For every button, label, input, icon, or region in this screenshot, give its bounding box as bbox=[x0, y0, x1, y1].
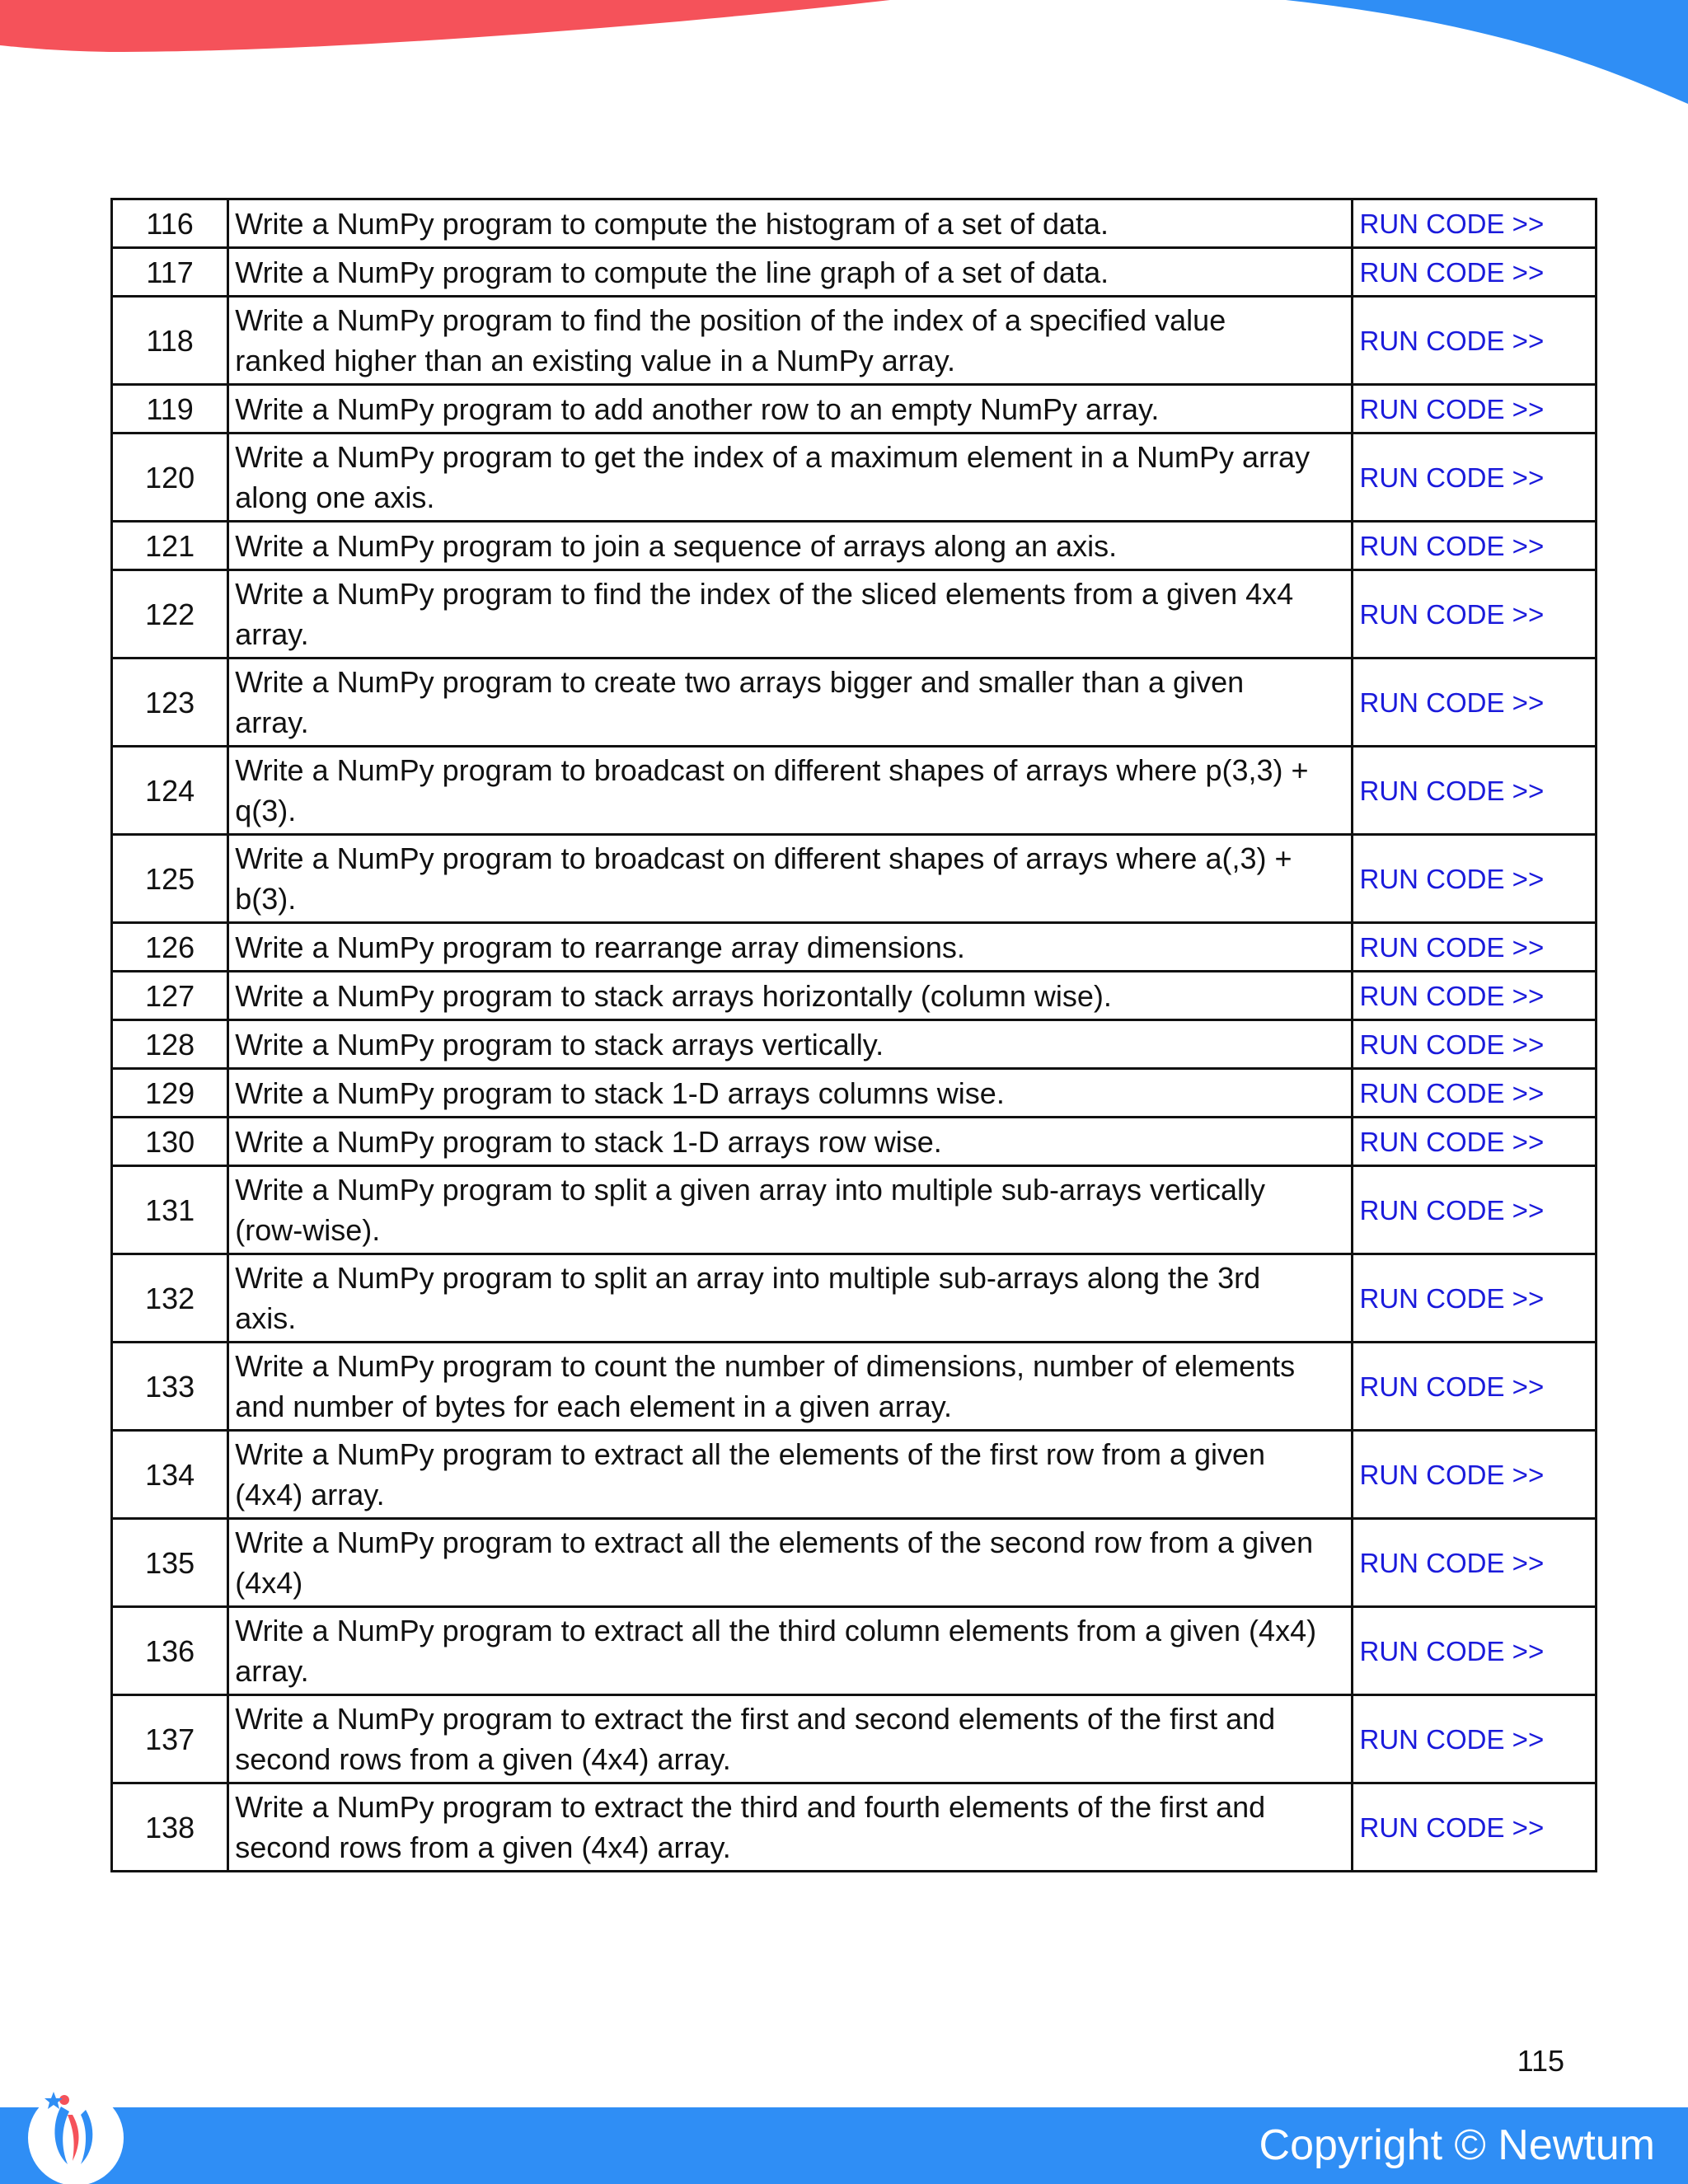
run-code-link[interactable]: RUN CODE >> bbox=[1359, 1195, 1545, 1226]
description-line: Write a NumPy program to stack 1-D arrays row wise. bbox=[235, 1124, 942, 1159]
run-code-cell bbox=[1352, 835, 1597, 923]
run-code-link[interactable]: RUN CODE >> bbox=[1359, 1636, 1545, 1666]
exercise-number: 118 bbox=[112, 297, 228, 385]
exercise-description bbox=[228, 434, 1352, 522]
exercise-description bbox=[228, 1431, 1352, 1519]
table-row bbox=[112, 1166, 1597, 1254]
description-line: b(3). bbox=[235, 882, 297, 916]
run-code-cell bbox=[1352, 1783, 1597, 1872]
table-row bbox=[112, 835, 1597, 923]
run-code-cell bbox=[1352, 1607, 1597, 1695]
description-line: Write a NumPy program to add another row to an empty NumPy array. bbox=[235, 391, 1160, 426]
exercise-number: 128 bbox=[112, 1020, 228, 1069]
description-line: Write a NumPy program to extract all the elements of the second row from a given bbox=[235, 1526, 1314, 1559]
exercise-description bbox=[228, 1020, 1352, 1069]
exercise-number: 116 bbox=[112, 199, 228, 248]
table-row bbox=[112, 199, 1597, 248]
run-code-cell bbox=[1352, 522, 1597, 570]
run-code-link[interactable]: RUN CODE >> bbox=[1359, 1548, 1545, 1578]
description-line: along one axis. bbox=[235, 480, 435, 514]
run-code-cell bbox=[1352, 1431, 1597, 1519]
exercise-description bbox=[228, 297, 1352, 385]
run-code-cell bbox=[1352, 1166, 1597, 1254]
exercise-number: 121 bbox=[112, 522, 228, 570]
description-line: Write a NumPy program to rearrange array dimensions. bbox=[235, 930, 965, 964]
exercise-description bbox=[228, 1607, 1352, 1695]
description-line: Write a NumPy program to split an array into multiple sub-arrays along the 3rd bbox=[235, 1261, 1261, 1295]
run-code-cell bbox=[1352, 1519, 1597, 1607]
exercise-number: 124 bbox=[112, 747, 228, 835]
exercise-description bbox=[228, 1343, 1352, 1431]
description-line: Write a NumPy program to extract all the elements of the first row from a given bbox=[235, 1437, 1266, 1471]
run-code-cell bbox=[1352, 199, 1597, 248]
table-row bbox=[112, 570, 1597, 658]
run-code-link[interactable]: RUN CODE >> bbox=[1359, 1127, 1545, 1157]
header-wave-decoration bbox=[0, 0, 1688, 115]
table-row bbox=[112, 248, 1597, 297]
table-row bbox=[112, 923, 1597, 972]
exercise-number: 131 bbox=[112, 1166, 228, 1254]
run-code-link[interactable]: RUN CODE >> bbox=[1359, 687, 1545, 718]
exercise-description bbox=[228, 1783, 1352, 1872]
run-code-link[interactable]: RUN CODE >> bbox=[1359, 209, 1545, 239]
exercise-number: 129 bbox=[112, 1069, 228, 1118]
description-line: (4x4) bbox=[235, 1566, 303, 1600]
description-line: Write a NumPy program to stack arrays vertically. bbox=[235, 1027, 884, 1062]
run-code-link[interactable]: RUN CODE >> bbox=[1359, 864, 1545, 894]
exercise-number: 137 bbox=[112, 1695, 228, 1783]
run-code-cell bbox=[1352, 1343, 1597, 1431]
exercise-description bbox=[228, 570, 1352, 658]
run-code-cell bbox=[1352, 1020, 1597, 1069]
run-code-link[interactable]: RUN CODE >> bbox=[1359, 1371, 1545, 1402]
table-row bbox=[112, 297, 1597, 385]
footer-copyright: Copyright © Newtum bbox=[1259, 2121, 1655, 2169]
exercise-description bbox=[228, 658, 1352, 747]
exercise-description bbox=[228, 1118, 1352, 1166]
run-code-cell bbox=[1352, 923, 1597, 972]
exercise-number: 122 bbox=[112, 570, 228, 658]
run-code-link[interactable]: RUN CODE >> bbox=[1359, 394, 1545, 424]
run-code-link[interactable]: RUN CODE >> bbox=[1359, 1283, 1545, 1314]
exercise-description bbox=[228, 972, 1352, 1020]
description-line: Write a NumPy program to compute the line graph of a set of data. bbox=[235, 255, 1109, 289]
newtum-logo-icon bbox=[18, 2082, 124, 2184]
table-row bbox=[112, 972, 1597, 1020]
table-row bbox=[112, 747, 1597, 835]
description-line: Write a NumPy program to find the index of the sliced elements from a given 4x4 bbox=[235, 577, 1294, 611]
exercise-number: 134 bbox=[112, 1431, 228, 1519]
description-line: (row-wise). bbox=[235, 1213, 381, 1247]
description-line: Write a NumPy program to stack 1-D arrays columns wise. bbox=[235, 1076, 1005, 1110]
description-line: Write a NumPy program to extract the third and fourth elements of the first and bbox=[235, 1790, 1266, 1824]
table-row bbox=[112, 434, 1597, 522]
table-row bbox=[112, 1069, 1597, 1118]
exercise-table bbox=[110, 198, 1597, 1872]
description-line: axis. bbox=[235, 1301, 297, 1335]
description-line: Write a NumPy program to find the position of the index of a specified value bbox=[235, 303, 1226, 337]
description-line: Write a NumPy program to compute the histogram of a set of data. bbox=[235, 206, 1109, 241]
table-row bbox=[112, 522, 1597, 570]
run-code-link[interactable]: RUN CODE >> bbox=[1359, 1078, 1545, 1108]
exercise-description bbox=[228, 1069, 1352, 1118]
run-code-link[interactable]: RUN CODE >> bbox=[1359, 326, 1545, 356]
description-line: array. bbox=[235, 705, 309, 739]
run-code-cell bbox=[1352, 1069, 1597, 1118]
run-code-cell bbox=[1352, 434, 1597, 522]
run-code-cell bbox=[1352, 248, 1597, 297]
run-code-link[interactable]: RUN CODE >> bbox=[1359, 1812, 1545, 1843]
table-row bbox=[112, 1343, 1597, 1431]
run-code-cell bbox=[1352, 385, 1597, 434]
run-code-cell bbox=[1352, 1254, 1597, 1343]
header-red-wave bbox=[0, 0, 890, 52]
run-code-link[interactable]: RUN CODE >> bbox=[1359, 932, 1545, 963]
description-line: array. bbox=[235, 617, 309, 651]
exercise-number: 119 bbox=[112, 385, 228, 434]
exercise-description bbox=[228, 1254, 1352, 1343]
run-code-link[interactable]: RUN CODE >> bbox=[1359, 257, 1545, 288]
exercise-description bbox=[228, 1695, 1352, 1783]
run-code-cell bbox=[1352, 1118, 1597, 1166]
exercise-number: 130 bbox=[112, 1118, 228, 1166]
run-code-cell bbox=[1352, 570, 1597, 658]
exercise-number: 125 bbox=[112, 835, 228, 923]
exercise-description bbox=[228, 385, 1352, 434]
exercise-number: 120 bbox=[112, 434, 228, 522]
exercise-number: 127 bbox=[112, 972, 228, 1020]
exercise-number: 138 bbox=[112, 1783, 228, 1872]
description-line: q(3). bbox=[235, 794, 297, 827]
run-code-link[interactable]: RUN CODE >> bbox=[1359, 599, 1545, 630]
run-code-link[interactable]: RUN CODE >> bbox=[1359, 1029, 1545, 1060]
table-body bbox=[112, 199, 1597, 1872]
table-row bbox=[112, 385, 1597, 434]
run-code-link[interactable]: RUN CODE >> bbox=[1359, 462, 1545, 493]
table-row bbox=[112, 1519, 1597, 1607]
table-row bbox=[112, 658, 1597, 747]
table-row bbox=[112, 1020, 1597, 1069]
description-line: ranked higher than an existing value in a NumPy array. bbox=[235, 344, 956, 377]
exercise-number: 132 bbox=[112, 1254, 228, 1343]
run-code-cell bbox=[1352, 747, 1597, 835]
run-code-cell bbox=[1352, 1695, 1597, 1783]
table-row bbox=[112, 1431, 1597, 1519]
description-line: and number of bytes for each element in a given array. bbox=[235, 1390, 953, 1423]
description-line: Write a NumPy program to create two arrays bigger and smaller than a given bbox=[235, 665, 1245, 699]
run-code-cell bbox=[1352, 658, 1597, 747]
description-line: Write a NumPy program to extract all the third column elements from a given (4x4) bbox=[235, 1614, 1317, 1647]
description-line: Write a NumPy program to broadcast on different shapes of arrays where a(,3) + bbox=[235, 841, 1292, 875]
exercise-number: 133 bbox=[112, 1343, 228, 1431]
exercise-description bbox=[228, 199, 1352, 248]
run-code-link[interactable]: RUN CODE >> bbox=[1359, 776, 1545, 806]
description-line: Write a NumPy program to split a given array into multiple sub-arrays vertically bbox=[235, 1173, 1266, 1207]
table-row bbox=[112, 1607, 1597, 1695]
description-line: Write a NumPy program to stack arrays horizontally (column wise). bbox=[235, 978, 1112, 1013]
header-blue-wave bbox=[1286, 0, 1688, 104]
exercise-description bbox=[228, 248, 1352, 297]
exercise-description bbox=[228, 1519, 1352, 1607]
exercise-description bbox=[228, 747, 1352, 835]
exercise-number: 123 bbox=[112, 658, 228, 747]
description-line: Write a NumPy program to count the number of dimensions, number of elements bbox=[235, 1349, 1296, 1383]
description-line: Write a NumPy program to join a sequence of arrays along an axis. bbox=[235, 528, 1118, 563]
table-row bbox=[112, 1695, 1597, 1783]
description-line: second rows from a given (4x4) array. bbox=[235, 1742, 731, 1776]
description-line: Write a NumPy program to extract the first and second elements of the first and bbox=[235, 1702, 1276, 1736]
exercise-number: 135 bbox=[112, 1519, 228, 1607]
description-line: array. bbox=[235, 1654, 309, 1688]
table-row bbox=[112, 1783, 1597, 1872]
run-code-link[interactable]: RUN CODE >> bbox=[1359, 531, 1545, 561]
exercise-description bbox=[228, 835, 1352, 923]
table-row bbox=[112, 1254, 1597, 1343]
exercise-number: 117 bbox=[112, 248, 228, 297]
run-code-link[interactable]: RUN CODE >> bbox=[1359, 981, 1545, 1011]
run-code-cell bbox=[1352, 972, 1597, 1020]
description-line: Write a NumPy program to get the index of a maximum element in a NumPy array bbox=[235, 440, 1311, 474]
run-code-cell bbox=[1352, 297, 1597, 385]
description-line: second rows from a given (4x4) array. bbox=[235, 1830, 731, 1864]
exercise-number: 126 bbox=[112, 923, 228, 972]
exercise-description bbox=[228, 1166, 1352, 1254]
table-row bbox=[112, 1118, 1597, 1166]
page-number: 115 bbox=[1517, 2044, 1564, 2078]
run-code-link[interactable]: RUN CODE >> bbox=[1359, 1460, 1545, 1490]
exercise-description bbox=[228, 923, 1352, 972]
run-code-link[interactable]: RUN CODE >> bbox=[1359, 1724, 1545, 1755]
exercise-description bbox=[228, 522, 1352, 570]
description-line: (4x4) array. bbox=[235, 1478, 385, 1511]
exercise-number: 136 bbox=[112, 1607, 228, 1695]
description-line: Write a NumPy program to broadcast on different shapes of arrays where p(3,3) + bbox=[235, 753, 1309, 787]
